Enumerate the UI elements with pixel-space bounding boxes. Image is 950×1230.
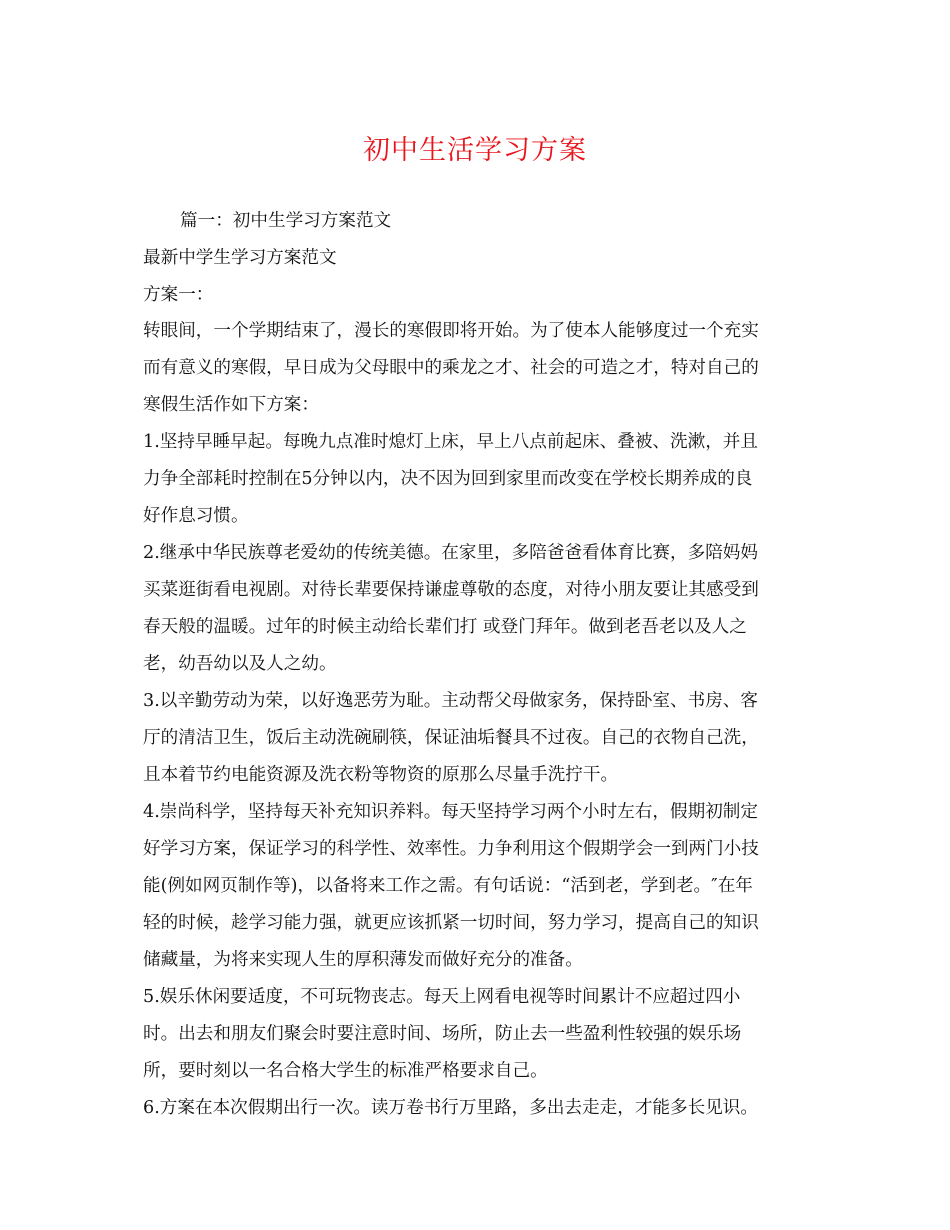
subtitle-line: 最新中学生学习方案范文	[143, 248, 337, 268]
text-line: 厅的清洁卫生，饭后主动洗碗刷筷，保证油垢餐具不过夜。自己的衣物自己洗，	[143, 728, 759, 748]
text-line: 买菜逛街看电视剧。对待长辈要保持谦虚尊敬的态度，对待小朋友要让其感受到	[143, 580, 759, 600]
text-line: 储藏量，为将来实现人生的厚积薄发而做好充分的准备。	[143, 950, 583, 970]
text-line: 4.崇尚科学，坚持每天补充知识养料。每天坚持学习两个小时左右，假期初制定	[143, 802, 758, 822]
text-line: 时。出去和朋友们聚会时要注意时间、场所，防止去一些盈利性较强的娱乐场	[143, 1024, 742, 1044]
text-line: 力争全部耗时控制在5分钟以内，决不因为回到家里而改变在学校长期养成的良	[143, 469, 753, 489]
text-line: 1.坚持早睡早起。每晚九点准时熄灯上床，早上八点前起床、叠被、洗漱，并且	[143, 432, 758, 452]
text-line: 5.娱乐休闲要适度，不可玩物丧志。每天上网看电视等时间累计不应超过四小	[143, 987, 741, 1007]
text-line: 所，要时刻以一名合格大学生的标准严格要求自己。	[143, 1061, 548, 1081]
section-heading: 篇一：初中生学习方案范文	[180, 211, 392, 231]
text-line: 转眼间，一个学期结束了，漫长的寒假即将开始。为了使本人能够度过一个充实	[143, 321, 759, 341]
text-line: 好学习方案，保证学习的科学性、效率性。力争利用这个假期学会一到两门小技	[143, 839, 759, 859]
text-line: 2.继承中华民族尊老爱幼的传统美德。在家里，多陪爸爸看体育比赛，多陪妈妈	[143, 543, 758, 563]
text-line: 好作息习惯。	[143, 506, 249, 526]
plan-label: 方案一：	[143, 285, 214, 305]
text-line: 春天般的温暖。过年的时候主动给长辈们打 或登门拜年。做到老吾老以及人之	[143, 617, 747, 637]
text-line: 3.以辛勤劳动为荣，以好逸恶劳为耻。主动帮父母做家务，保持卧室、书房、客	[143, 691, 758, 711]
text-line: 而有意义的寒假，早日成为父母眼中的乘龙之才、社会的可造之才，特对自己的	[143, 358, 759, 378]
text-line: 6.方案在本次假期出行一次。读万卷书行万里路，多出去走走，才能多长见识。	[143, 1098, 758, 1118]
text-line: 且本着节约电能资源及洗衣粉等物资的原那么尽量手洗拧干。	[143, 765, 619, 785]
text-line: 寒假生活作如下方案：	[143, 395, 319, 415]
body-text	[143, 313, 811, 1127]
text-line: 老，幼吾幼以及人之幼。	[143, 654, 337, 674]
document-title: 初中生活学习方案	[363, 135, 587, 166]
text-line: 轻的时候，趁学习能力强，就更应该抓紧一切时间，努力学习，提高自己的知识	[143, 913, 759, 933]
text-line: 能(例如网页制作等)，以备将来工作之需。有句话说：“活到老，学到老。″在年	[143, 876, 753, 896]
